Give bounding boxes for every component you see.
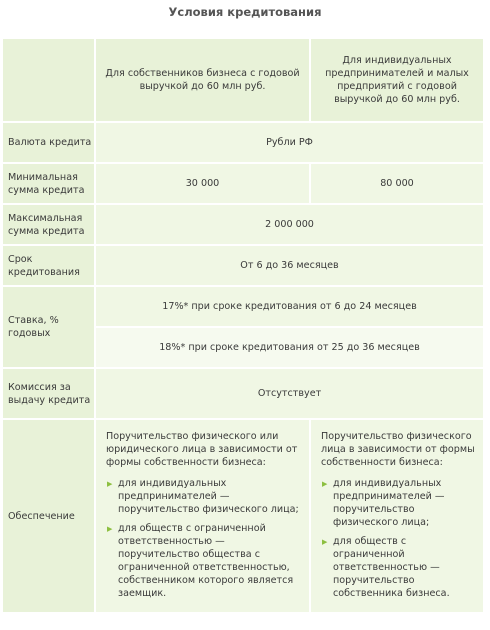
- header-col2: Для индивидуальных предпринимателей и малых предприятий с годовой выручкой до 60 млн руб.: [310, 38, 484, 122]
- security-col2-item-1: для индивидуальных предпринимателей — поручительство физического лица;: [333, 478, 445, 528]
- security-col1-item-2: для обществ с ограниченной ответственностью — поручительство общества с ограниченной ответственностью, собственником которого является заемщик.: [118, 523, 294, 599]
- row-label-commission: Комиссия за выдачу кредита: [2, 368, 95, 419]
- row-label-term: Срок кредитования: [2, 245, 95, 286]
- currency-value: Рубли РФ: [95, 122, 484, 163]
- row-currency: [2, 122, 484, 163]
- bullet-icon: ▶: [322, 538, 328, 546]
- row-term: [2, 245, 484, 286]
- term-value: От 6 до 36 месяцев: [95, 245, 484, 286]
- list-item: [321, 535, 477, 600]
- row-rate-1: [2, 286, 484, 327]
- header-col1: Для собственников бизнеса с годовой выручкой до 60 млн руб.: [95, 38, 310, 122]
- min-amount-col2: 80 000: [310, 163, 484, 204]
- row-min-amount: [2, 163, 484, 204]
- row-commission: [2, 368, 484, 419]
- rate-value-1: 17%* при сроке кредитования от 6 до 24 месяцев: [95, 286, 484, 327]
- header-empty-cell: [2, 38, 95, 122]
- list-item: [106, 477, 303, 516]
- bullet-icon: ▶: [322, 480, 328, 488]
- row-label-max-amount: Максимальная сумма кредита: [2, 204, 95, 245]
- credit-terms-table: [1, 37, 485, 614]
- table-header-row: [2, 38, 484, 122]
- min-amount-col1: 30 000: [95, 163, 310, 204]
- row-security: [2, 419, 484, 613]
- bullet-icon: ▶: [107, 480, 113, 488]
- row-label-security: Обеспечение: [2, 419, 95, 613]
- security-col2: [310, 419, 484, 613]
- row-label-rate: Ставка, % годовых: [2, 286, 95, 368]
- max-amount-value: 2 000 000: [95, 204, 484, 245]
- row-label-min-amount: Минимальная сумма кредита: [2, 163, 95, 204]
- security-col2-intro: Поручительство физического лица в зависимости от формы собственности бизнеса:: [321, 431, 475, 468]
- rate-value-2: 18%* при сроке кредитования от 25 до 36 месяцев: [95, 327, 484, 368]
- security-col1-intro: Поручительство физического или юридического лица в зависимости от формы собственности бизнеса:: [106, 431, 298, 468]
- list-item: [321, 477, 477, 529]
- security-col1: [95, 419, 310, 613]
- row-max-amount: [2, 204, 484, 245]
- row-label-currency: Валюта кредита: [2, 122, 95, 163]
- commission-value: Отсутствует: [95, 368, 484, 419]
- page-title: Условия кредитования: [168, 5, 322, 19]
- security-col2-item-2: для обществ с ограниченной ответственностью — поручительство собственника бизнеса.: [333, 536, 450, 599]
- security-col1-item-1: для индивидуальных предпринимателей — поручительство физического лица;: [118, 478, 299, 515]
- bullet-icon: ▶: [107, 525, 113, 533]
- list-item: [106, 522, 303, 600]
